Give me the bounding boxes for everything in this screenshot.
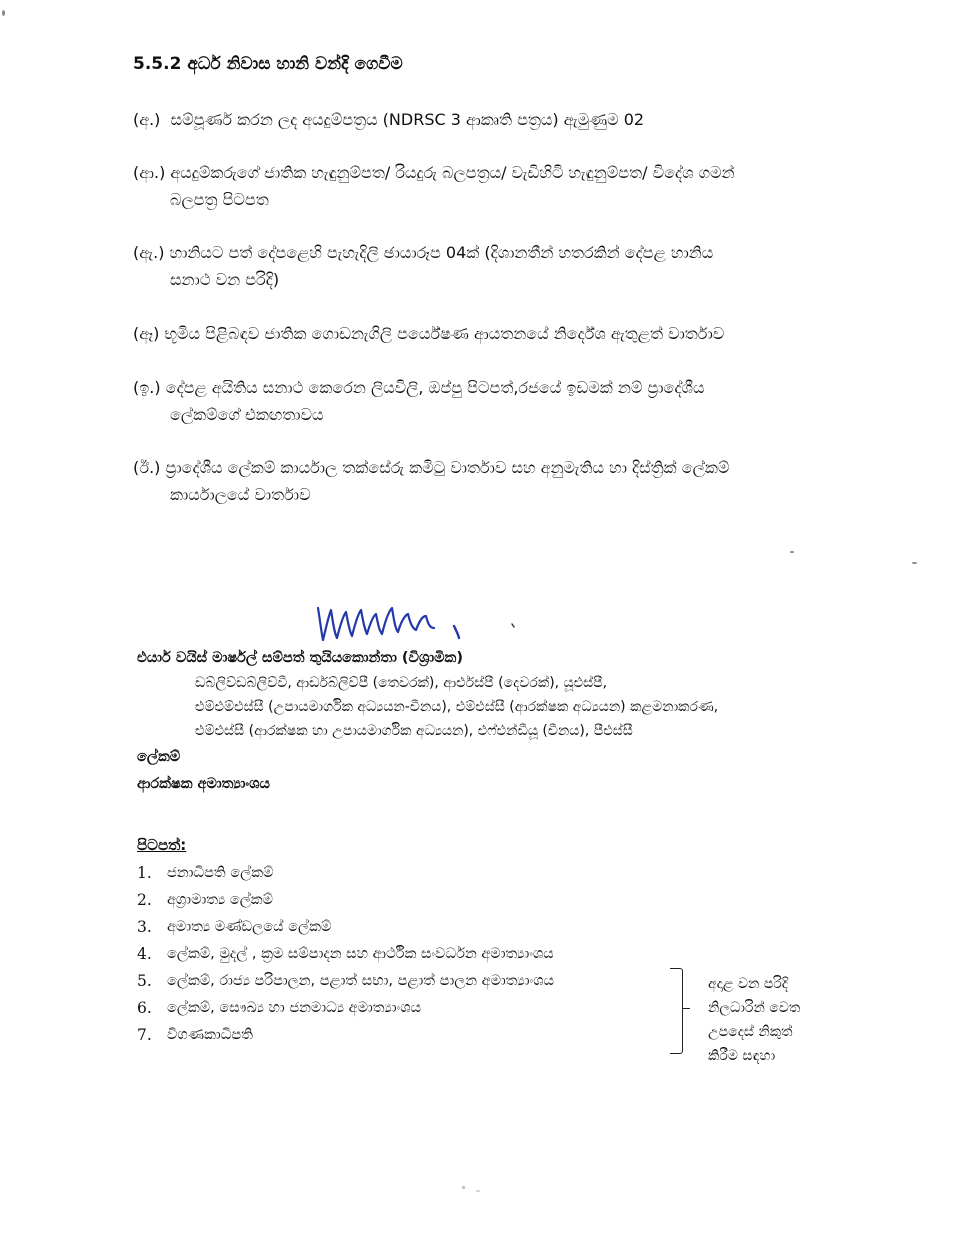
signatory-ministry: ආරක්ෂක අමාත්‍යාංශය (137, 776, 270, 792)
bracket-note (708, 972, 858, 1068)
list-item (137, 914, 697, 941)
item-marker: (ඈ) (133, 324, 160, 343)
grouping-bracket (670, 968, 683, 1054)
requirement-item-i (133, 374, 863, 428)
signature-image (312, 598, 532, 648)
scan-speck (462, 1186, 465, 1189)
requirement-item-aee (133, 320, 863, 347)
item-marker: (ඊ.) (133, 458, 161, 477)
item-marker: (ඇ.) (133, 243, 165, 262)
list-item (137, 1022, 697, 1049)
list-item-number: 3. (137, 918, 152, 936)
signatory-title: ලේකම් (137, 749, 181, 765)
list-item (137, 968, 697, 995)
list-item-number: 2. (137, 891, 152, 909)
scan-speck (790, 551, 794, 553)
copies-list (137, 860, 697, 1049)
list-item-number: 6. (137, 999, 152, 1017)
bracket-note-line: කිරීම සඳහා (708, 1048, 776, 1064)
scan-speck (476, 1190, 480, 1192)
list-item-text: ලේකම්, රාජ්‍ය පරිපාලන, පළාත් සභා, පළාත් පාලන අමාත්‍යාංශය (167, 973, 555, 989)
item-text-continued: බලපත්‍ර පිටපත (170, 190, 269, 209)
item-text-continued: කාර්යාලයේ වාර්තාව (170, 485, 311, 504)
item-text: හානියට පත් දේපළෙහි පැහැදිලි ඡායාරූප 04ක් (දිශානතීන් හතරකින් දේපළ හානිය (169, 243, 714, 262)
section-heading: 5.5.2 අර්ධ නිවාස හානි වන්දි ගෙවීම (133, 54, 403, 74)
list-item (137, 887, 697, 914)
item-text-continued: ලේකම්ගේ එකඟතාවය (170, 405, 324, 424)
grouping-bracket-tick (683, 1008, 690, 1009)
bracket-note-line: උපදෙස් නිකුත් (708, 1024, 793, 1040)
list-item-text: ජනාධිපති ලේකම් (167, 865, 274, 881)
item-text: අයදුම්කරුගේ ජාතික හැඳුනුම්පත/ රියදුරු බලපත්‍රය/ වැඩිහිටි හැඳුනුම්පත/ විදේශ ගමන් (170, 163, 735, 182)
bracket-note-line: නිලධාරින් වෙත (708, 1000, 801, 1016)
scan-speck (912, 562, 917, 564)
list-item (137, 860, 697, 887)
list-item-text: ලේකම්, මුදල් , ක්‍රම සම්පාදන සහ ආර්ථික සංවර්ධන අමාත්‍යාංශය (167, 946, 554, 962)
signature-block (137, 646, 917, 797)
signatory-name: එයාර් වයිස් මාර්ෂල් සම්පත් තුයියකොන්තා (විශ්‍රාමික) (137, 650, 463, 666)
signatory-qualifications-line: එම්එස්සී (ආරක්ෂක හා උපායමාර්ගික අධ්‍යයන), එෆ්එන්ඩීයූ (චීනය), පීඑස්සී (195, 723, 633, 739)
list-item-number: 5. (137, 972, 152, 990)
item-text: ප්‍රාදේශීය ලේකම් කාර්යාල තක්සේරු කමිටු වාර්තාව සහ අනුමැතිය හා දිස්ත්‍රික් ලේකම් (165, 458, 730, 477)
list-item-text: අග්‍රාමාත්‍ය ලේකම් (167, 892, 273, 908)
bracket-note-line: අදාළ වන පරිදි (708, 976, 789, 992)
requirement-item-a (133, 106, 863, 133)
requirement-item-ae (133, 239, 863, 293)
item-text-continued: සනාථ වන පරිදි) (170, 270, 280, 289)
item-text: දේපළ අයිතිය සනාථ කෙරෙන ලියවිලි, ඔප්පු පිටපත්,රජයේ ඉඩමක් නම් ප්‍රාදේශීය (165, 378, 705, 397)
requirement-item-ii (133, 454, 863, 508)
list-item (137, 995, 697, 1022)
scan-speck (2, 10, 5, 16)
list-item-number: 1. (137, 864, 152, 882)
item-text: භූමිය පිළිබඳව ජාතික ගොඩනැගිලි පර්යේෂණ ආයතනයේ නිර්දේශ ඇතුළත් වාර්තාව (164, 324, 725, 343)
requirement-item-aa (133, 159, 863, 213)
signatory-qualifications-line: එම්එම්එස්සී (උපායමාර්ගික අධ්‍යයන-චීනය), එම්එස්සී (ආරක්ෂක අධ්‍යයන) කළමනාකරණ, (195, 699, 719, 715)
item-marker: (ආ.) (133, 163, 166, 182)
item-text: සම්පූර්ණ කරන ලද අයදුම්පත්‍රය (NDRSC 3 ආකෘති පත්‍රය) ඇමුණුම 02 (170, 110, 645, 129)
list-item-text: විගණකාධිපති (167, 1027, 253, 1043)
list-item-number: 4. (137, 945, 152, 963)
list-item-number: 7. (137, 1026, 152, 1044)
list-item-text: අමාත්‍ය මණ්ඩලයේ ලේකම් (167, 919, 332, 935)
item-marker: (අ.) (133, 110, 161, 129)
signatory-qualifications-line: ඩබ්ලිව්ඩබ්ලිව්වී, ආර්ඩබ්ලිව්පී (තෙවරක්), ආර්එස්පී (දෙවරක්), යූඑස්පී, (195, 675, 608, 691)
list-item-text: ලේකම්, සෞඛ්‍ය හා ජනමාධ්‍ය අමාත්‍යාංශය (167, 1000, 422, 1016)
copies-heading: පිටපත්: (137, 836, 187, 854)
list-item (137, 941, 697, 968)
item-marker: (ඉ.) (133, 378, 161, 397)
